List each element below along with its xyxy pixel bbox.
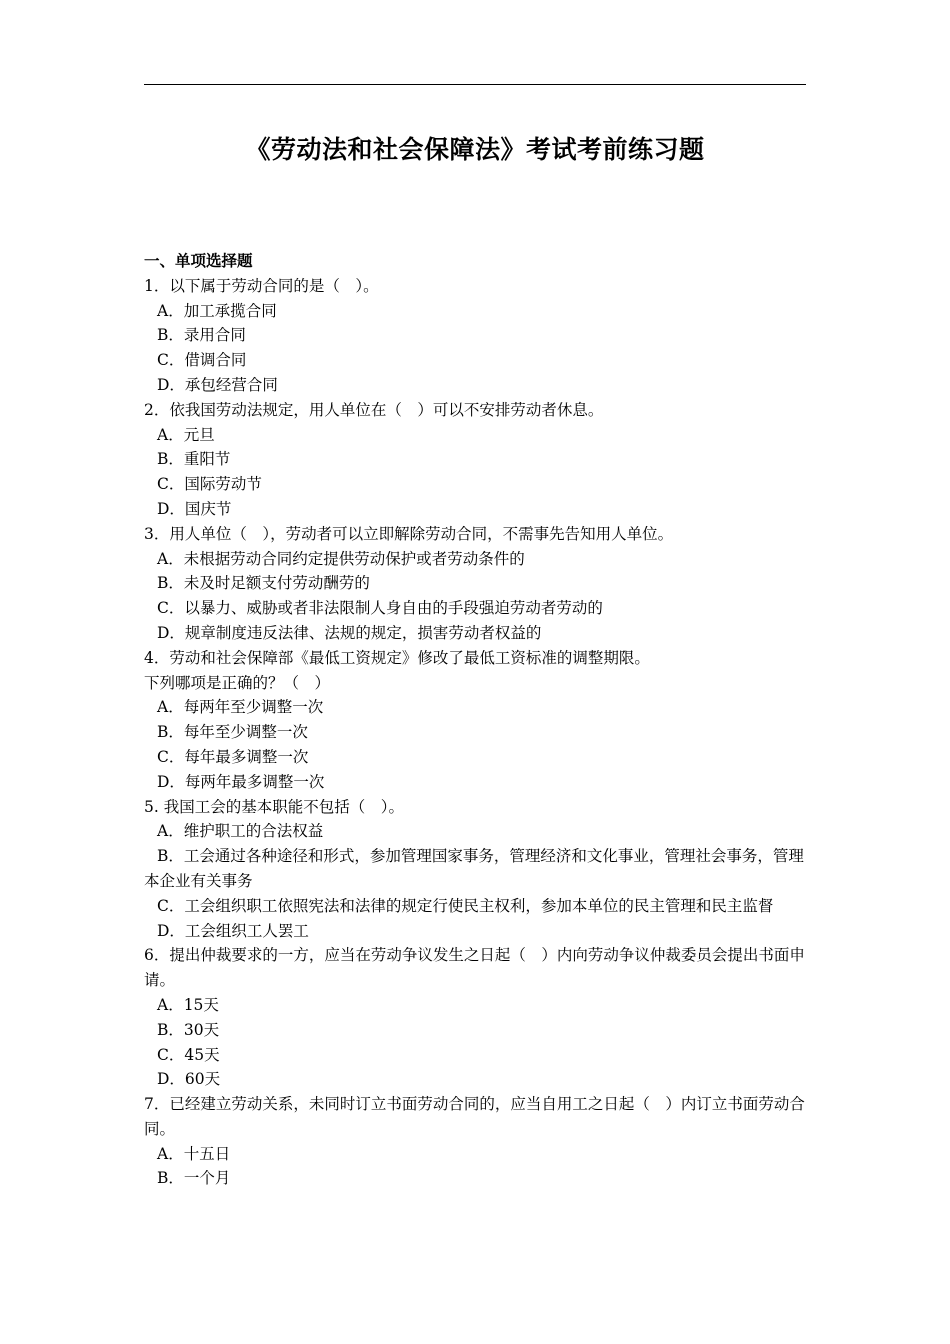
question-5-option-a: A．维护职工的合法权益 — [157, 822, 324, 841]
question-4-option-b: B．每年至少调整一次 — [157, 723, 308, 742]
question-3-option-c: C．以暴力、威胁或者非法限制人身自由的手段强迫劳动者劳动的 — [157, 599, 603, 618]
question-5-option-d: D．工会组织工人罢工 — [157, 921, 309, 940]
question-6-option-a: A．15天 — [157, 995, 219, 1014]
question-1-option-a: A．加工承揽合同 — [157, 301, 277, 320]
section-heading: 一、单项选择题 — [144, 251, 253, 270]
question-4-option-d: D．每两年最多调整一次 — [157, 772, 325, 791]
question-1-option-b: B．录用合同 — [157, 326, 246, 345]
question-7-option-a: A．十五日 — [157, 1144, 231, 1163]
question-6-option-b: B．30天 — [157, 1020, 220, 1039]
question-4-stem-continued: 下列哪项是正确的？（ ） — [144, 673, 331, 692]
question-2-stem: 2．依我国劳动法规定，用人单位在（ ）可以不安排劳动者休息。 — [144, 400, 604, 419]
question-5-option-b: B．工会通过各种途径和形式，参加管理国家事务，管理经济和文化事业，管理社会事务，管理本企业有关事务 — [144, 847, 804, 890]
question-2-option-b: B．重阳节 — [157, 450, 231, 469]
question-2-option-c: C．国际劳动节 — [157, 475, 262, 494]
question-2-option-a: A．元旦 — [157, 425, 215, 444]
question-1-option-d: D．承包经营合同 — [157, 375, 278, 394]
question-6-option-d: D．60天 — [157, 1070, 221, 1089]
question-3-option-d: D．规章制度违反法律、法规的规定，损害劳动者权益的 — [157, 623, 542, 642]
question-3-stem: 3．用人单位（ ），劳动者可以立即解除劳动合同，不需事先告知用人单位。 — [144, 524, 674, 543]
question-4-option-a: A．每两年至少调整一次 — [157, 698, 324, 717]
question-4-stem: 4．劳动和社会保障部《最低工资规定》修改了最低工资标准的调整期限。 — [144, 648, 650, 667]
question-1-stem: 1．以下属于劳动合同的是（ ）。 — [144, 276, 379, 295]
header-rule — [144, 84, 806, 85]
question-2-option-d: D．国庆节 — [157, 499, 232, 518]
document-title: 《劳动法和社会保障法》考试考前练习题 — [245, 135, 705, 164]
question-7-stem: 7．已经建立劳动关系，未同时订立书面劳动合同的，应当自用工之日起（ ）内订立书面劳动合同。 — [144, 1095, 805, 1138]
question-3-option-a: A．未根据劳动合同约定提供劳动保护或者劳动条件的 — [157, 549, 525, 568]
question-3-option-b: B．未及时足额支付劳动酬劳的 — [157, 574, 370, 593]
question-6-option-c: C．45天 — [157, 1045, 220, 1064]
question-7-option-b: B．一个月 — [157, 1169, 231, 1188]
document-body — [144, 249, 810, 1191]
question-5-option-c: C．工会组织职工依照宪法和法律的规定行使民主权利，参加本单位的民主管理和民主监督 — [157, 896, 774, 915]
question-1-option-c: C．借调合同 — [157, 351, 247, 370]
question-5-stem: 5. 我国工会的基本职能不包括（ ）。 — [144, 797, 404, 816]
question-4-option-c: C．每年最多调整一次 — [157, 747, 309, 766]
question-6-stem: 6．提出仲裁要求的一方，应当在劳动争议发生之日起（ ）内向劳动争议仲裁委员会提出书面申请。 — [144, 946, 805, 990]
